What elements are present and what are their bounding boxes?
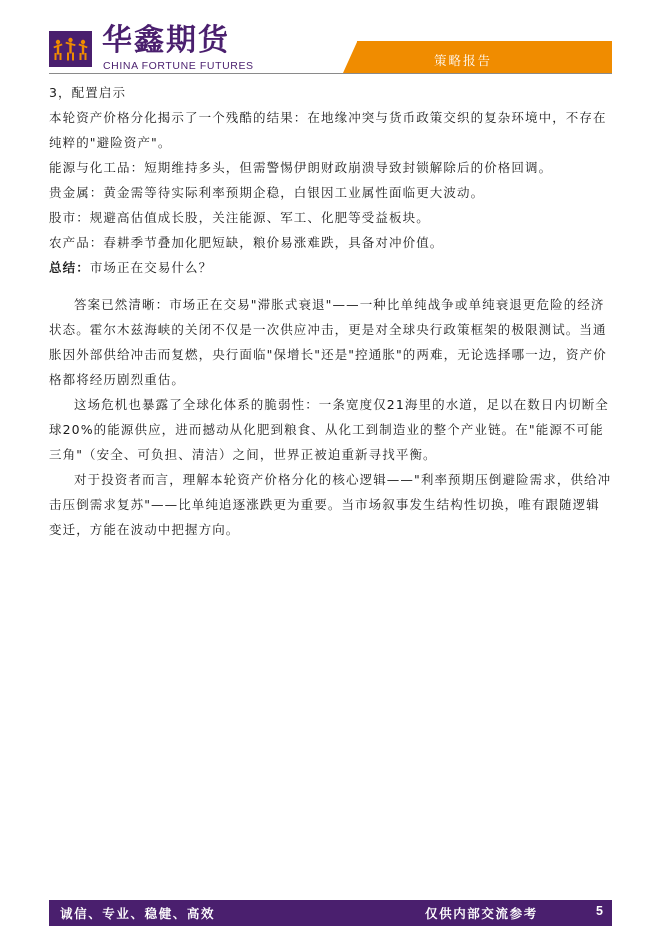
intro-paragraph: 本轮资产价格分化揭示了一个残酷的结果：在地缘冲突与货币政策交织的复杂环境中，不存在纯粹的"避险资产"。 [49,110,607,150]
summary-paragraph-3: 对于投资者而言，理解本轮资产价格分化的核心逻辑——"利率预期压倒避险需求，供给冲击压倒需求复苏"——比单纯追逐涨跌更为重要。当市场叙事发生结构性切换，唯有跟随逻辑变迁，方能在波动中把握方向。 [49,472,612,537]
company-logo [49,31,92,67]
summary-question: 市场正在交易什么？ [89,260,213,275]
footer-notice: 仅供内部交流参考 [425,906,538,921]
section-heading: 3，配置启示 [49,85,127,100]
report-body [49,80,612,542]
logo-figures-icon [49,31,92,67]
recommendation-precious-metals: 贵金属：黄金需等待实际利率预期企稳，白银因工业属性面临更大波动。 [49,185,485,200]
recommendation-agriculture: 农产品：春耕季节叠加化肥短缺，粮价易涨难跌，具备对冲价值。 [49,235,444,250]
paragraph-gap [49,280,612,292]
recommendation-equities: 股市：规避高估值成长股，关注能源、军工、化肥等受益板块。 [49,210,430,225]
summary-paragraph-2: 这场危机也暴露了全球化体系的脆弱性：一条宽度仅21海里的水道，足以在数日内切断全球20%的能源供应，进而撼动从化肥到粮食、从化工到制造业的整个产业链。在"能源不可能三角"（安全、可负担、清洁）之间，世界正被迫重新寻找平衡。 [49,397,609,462]
report-type-label: 策略报告 [434,53,493,68]
brand-name-en: CHINA FORTUNE FUTURES [103,60,254,72]
summary-label: 总结： [49,260,90,275]
page-number: 5 [596,904,603,918]
summary-paragraph-1: 答案已然清晰：市场正在交易"滞胀式衰退"——一种比单纯战争或单纯衰退更危险的经济状态。霍尔木兹海峡的关闭不仅是一次供应冲击，更是对全球央行政策框架的极限测试。当通胀因外部供给冲击而复燃，央行面临"保增长"还是"控通胀"的两难，无论选择哪一边，资产价格都将经历剧烈重估。 [49,297,607,387]
header-divider [49,73,612,74]
summary-heading [49,255,612,280]
recommendation-energy: 能源与化工品：短期维持多头，但需警惕伊朗财政崩溃导致封锁解除后的价格回调。 [49,160,553,175]
brand-name-cn: 华鑫期货 [102,23,230,58]
footer-slogan: 诚信、专业、稳健、高效 [60,906,216,921]
